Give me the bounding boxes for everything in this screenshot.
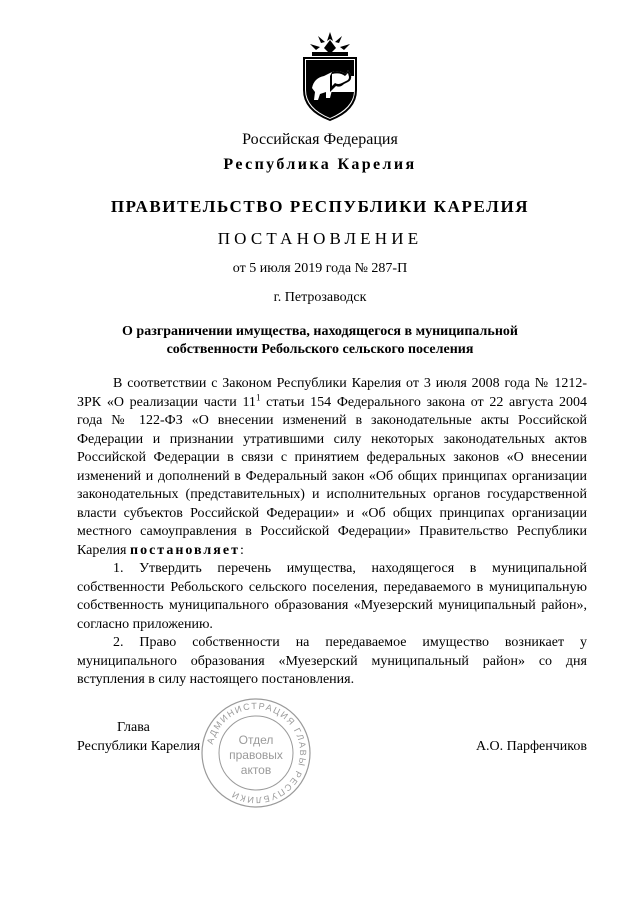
document-date-number: от 5 июля 2019 года № 287-П: [232, 261, 408, 276]
document-title: [0, 323, 640, 359]
signatory-title: Глава: [117, 720, 150, 735]
signatory-republic: Республики Карелия: [77, 739, 201, 754]
republic-name: Республика Карелия: [223, 156, 417, 173]
stamp-line-3: актов: [240, 763, 272, 777]
country-name: Российская Федерация: [242, 131, 398, 148]
signatory-name: А.О. Парфенчиков: [475, 739, 587, 754]
government-name: ПРАВИТЕЛЬСТВО РЕСПУБЛИКИ КАРЕЛИЯ: [110, 197, 530, 216]
preamble-text-2: статьи 154 Федерального закона от 22 августа 2004 года № 122-ФЗ «О внесении изменений в законодательные акты Российской Федерации и признании утратившими силу некоторых законодательных актов Российской Федерации в связи с принятием федеральных законов «О внесении изменений и дополнений в Федеральный закон «Об общих принципах организации законодательных (представительных) и исполнительных органов государственной власти субъектов Российской Федерации» и «Об общих принципах организации местного самоуправления в Российской Федерации» Правительство Республики Карелия: [77, 394, 587, 558]
stamp-ring-text: АДМИНИСТРАЦИЯ ГЛАВЫ РЕСПУБЛИКИ: [204, 700, 309, 806]
clause-1-paragraph: 1. Утвердить перечень имущества, находящегося в муниципальной собственности Ребольского сельского поселения, передаваемого в муниципальную собственность муниципального образования «Муезерский муниципальный район», согласно приложению.: [77, 561, 587, 632]
resolves-keyword: постановляет: [130, 542, 240, 558]
document-title-line-1: О разграничении имущества, находящегося в муниципальной: [122, 324, 518, 339]
preamble-end: :: [239, 542, 244, 558]
preamble-paragraph: [77, 375, 587, 560]
document-type: ПОСТАНОВЛЕНИЕ: [217, 229, 423, 248]
karelia-coat-of-arms-icon: [296, 30, 364, 122]
preamble-text-1: В соответствии с Законом Республики Карелия от 3 июля 2008 года № 1212-ЗРК «О реализации части 11: [77, 376, 587, 410]
document-city: г. Петрозаводск: [273, 290, 367, 305]
stamp-line-2: правовых: [229, 748, 283, 762]
legal-department-stamp: [200, 697, 312, 809]
document-body: [77, 375, 587, 690]
document-title-line-2: собственности Ребольского сельского поселения: [166, 342, 474, 357]
clause-2-paragraph: 2. Право собственности на передаваемое имущество возникает у муниципального образования «Муезерский муниципальный район» со дня вступления в силу настоящего постановления.: [77, 635, 587, 687]
footnote-superscript: 1: [255, 391, 261, 402]
stamp-line-1: Отдел: [238, 733, 274, 747]
